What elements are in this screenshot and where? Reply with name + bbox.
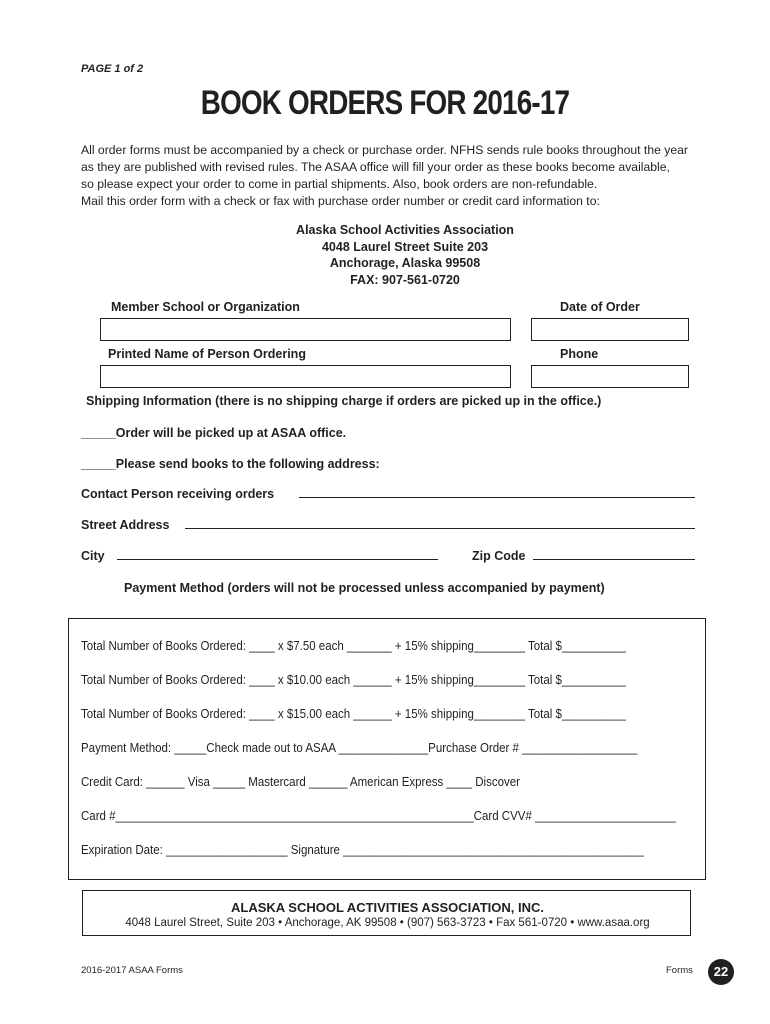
zip-code-field[interactable] xyxy=(533,559,695,560)
footer-org-name: ALASKA SCHOOL ACTIVITIES ASSOCIATION, INC. xyxy=(231,900,544,915)
city-label: City xyxy=(81,549,105,563)
phone-field[interactable] xyxy=(531,365,689,388)
date-of-order-label: Date of Order xyxy=(560,300,640,314)
send-option[interactable]: _____Please send books to the following address: xyxy=(81,457,380,471)
member-school-field[interactable] xyxy=(100,318,511,341)
pickup-option[interactable]: _____Order will be picked up at ASAA office. xyxy=(81,426,347,440)
books-row-7-50[interactable]: Total Number of Books Ordered: ____ x $7.50 each _______ + 15% shipping________ Total $__________ xyxy=(81,639,626,653)
address-street: 4048 Laurel Street Suite 203 xyxy=(321,239,489,254)
expiration-signature-row[interactable]: Expiration Date: ___________________ Signature _______________________________________________ xyxy=(81,843,644,857)
intro-line: All order forms must be accompanied by a check or purchase order. NFHS sends rule books throughout the year xyxy=(81,143,688,157)
forms-label: Forms xyxy=(666,965,693,976)
contact-person-label: Contact Person receiving orders xyxy=(81,487,275,501)
payment-method-row[interactable]: Payment Method: _____Check made out to ASAA ______________Purchase Order # __________________ xyxy=(81,741,638,755)
footer-contact: 4048 Laurel Street, Suite 203 • Anchorage, AK 99508 • (907) 563-3723 • Fax 561-0720 • www.asaa.org xyxy=(125,917,650,929)
address-org: Alaska School Activities Association xyxy=(296,223,514,237)
member-school-label: Member School or Organization xyxy=(111,300,300,314)
date-of-order-field[interactable] xyxy=(531,318,689,341)
intro-line: so please expect your order to come in partial shipments. Also, book orders are non-refundable. xyxy=(81,177,598,191)
footer-box xyxy=(82,890,691,936)
payment-heading: Payment Method (orders will not be processed unless accompanied by payment) xyxy=(124,581,605,595)
intro-line: Mail this order form with a check or fax with purchase order number or credit card information to: xyxy=(81,194,600,208)
shipping-heading: Shipping Information (there is no shipping charge if orders are picked up in the office.) xyxy=(86,394,602,408)
printed-name-field[interactable] xyxy=(100,365,511,388)
page-label: PAGE 1 of 2 xyxy=(81,63,144,75)
intro-paragraph xyxy=(81,142,701,210)
phone-label: Phone xyxy=(560,347,599,361)
card-number-row[interactable]: Card #________________________________________________________Card CVV# ______________________ xyxy=(81,809,676,823)
page-title: BOOK ORDERS FOR 2016-17 xyxy=(200,84,570,122)
credit-card-row[interactable]: Credit Card: ______ Visa _____ Mastercard ______ American Express ____ Discover xyxy=(81,775,520,789)
intro-line: as they are published with revised rules. The ASAA office will fill your order as these books become available, xyxy=(81,160,670,174)
contact-person-field[interactable] xyxy=(299,497,695,498)
street-address-label: Street Address xyxy=(81,518,170,532)
printed-name-label: Printed Name of Person Ordering xyxy=(108,347,306,361)
forms-year-label: 2016-2017 ASAA Forms xyxy=(81,965,183,976)
street-address-field[interactable] xyxy=(185,528,695,529)
city-field[interactable] xyxy=(117,559,438,560)
books-row-10-00[interactable]: Total Number of Books Ordered: ____ x $10.00 each ______ + 15% shipping________ Total $__________ xyxy=(81,673,626,687)
mailing-address xyxy=(0,222,770,288)
zip-code-label: Zip Code xyxy=(472,549,526,563)
address-city: Anchorage, Alaska 99508 xyxy=(329,256,481,270)
address-fax: FAX: 907-561-0720 xyxy=(350,272,460,287)
page-number-badge: 22 xyxy=(708,959,734,985)
books-row-15-00[interactable]: Total Number of Books Ordered: ____ x $15.00 each ______ + 15% shipping________ Total $__________ xyxy=(81,707,626,721)
